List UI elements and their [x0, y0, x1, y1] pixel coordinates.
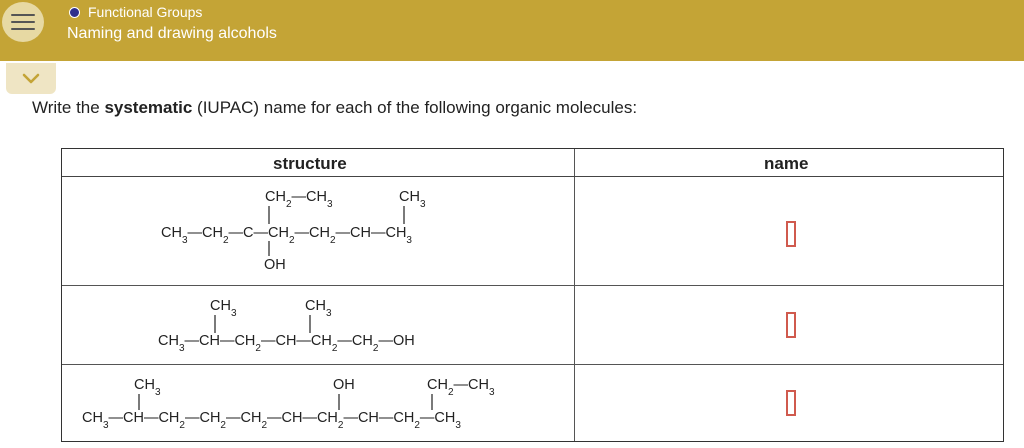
substituent-methyl: $CH_3$	[134, 377, 161, 398]
substituent-methyl: $CH_3$	[210, 298, 237, 319]
substituent-methyl: $CH_3$	[305, 298, 332, 319]
main-chain: $CH_3—CH—CH_2—CH—CH_2—CH_2—OH$	[158, 333, 415, 354]
substituent-methyl: $CH_3$	[399, 189, 426, 210]
page-title: Naming and drawing alcohols	[67, 25, 277, 42]
instruction-emphasis: systematic	[104, 98, 193, 117]
instruction-suffix: (IUPAC) name for each of the following organic molecules:	[192, 98, 638, 117]
structure-column-header: structure	[273, 154, 347, 173]
instruction-prefix: Write the	[32, 98, 105, 117]
substituent-ethyl: $CH_2—CH_3$	[427, 377, 495, 398]
substituent-hydroxyl: OH	[264, 257, 286, 273]
main-chain: $CH_3—CH—CH_2—CH_2—CH_2—CH—CH_2—CH—CH_2—CH_3$	[82, 410, 461, 431]
topic-text: Functional Groups	[88, 4, 203, 20]
name-column-header: name	[764, 154, 809, 173]
substituent-hydroxyl: OH	[333, 377, 355, 393]
substituent-ethyl: $CH_2—CH_3$	[265, 189, 333, 210]
main-chain: $CH_3—CH_2—C—CH_2—CH_2—CH—CH_3$	[161, 225, 412, 246]
